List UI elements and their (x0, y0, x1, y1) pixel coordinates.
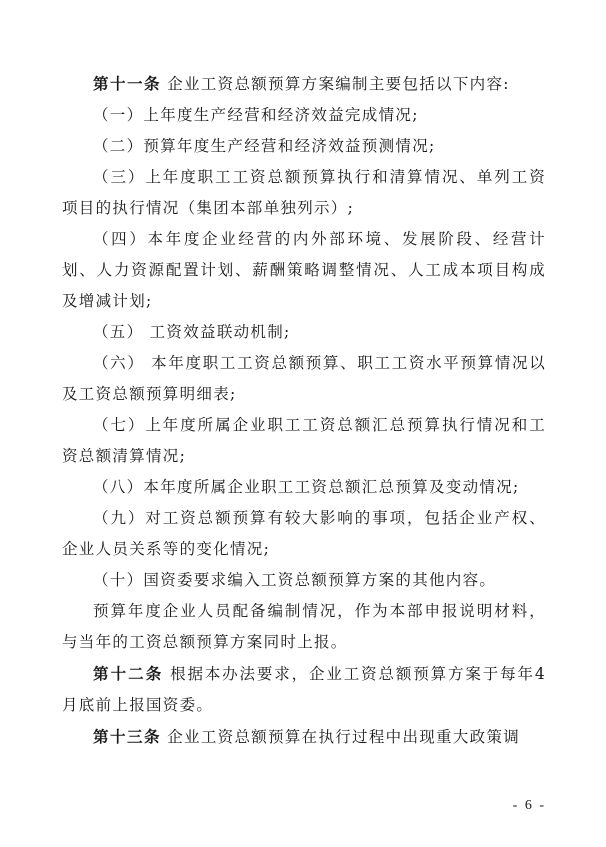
article-11-heading: 第十一条 (93, 74, 162, 93)
article-12-text: 根据本办法要求，企业工资总额预算方案于每年4月底前上报国资委。 (62, 665, 546, 714)
article-11-item-1: （一）上年度生产经营和经济效益完成情况; (93, 106, 419, 124)
article-11-item-7: （七）上年度所属企业职工工资总额汇总预算执行情况和工资总额清算情况; (62, 416, 546, 465)
article-11-item-4: （四）本年度企业经营的内外部环境、发展阶段、经营计划、人力资源配置计划、薪酬策略调整情况、人工成本项目构成及增减计划; (62, 230, 546, 310)
article-11-note: 预算年度企业人员配备编制情况，作为本部申报说明材料，与当年的工资总额预算方案同时上报。 (62, 602, 546, 651)
document-page (62, 68, 546, 753)
article-11-item-9: （九）对工资总额预算有较大影响的事项，包括企业产权、企业人员关系等的变化情况; (62, 509, 546, 558)
article-11-item-5: （五） 工资效益联动机制; (93, 323, 291, 341)
article-11-intro (62, 68, 546, 100)
article-12-heading: 第十二条 (93, 664, 164, 683)
article-13-text: 企业工资总额预算在执行过程中出现重大政策调 (167, 728, 521, 746)
article-11-item-6: （六） 本年度职工工资总额预算、职工工资水平预算情况以及工资总额预算明细表; (62, 354, 546, 403)
article-12 (62, 658, 546, 721)
article-11-item-10: （十）国资委要求编入工资总额预算方案的其他内容。 (93, 571, 497, 589)
article-11-intro-text: 企业工资总额预算方案编制主要包括以下内容: (167, 75, 510, 93)
article-11-item-8: （八）本年度所属企业职工工资总额汇总预算及变动情况; (93, 478, 520, 496)
article-13-heading: 第十三条 (93, 727, 162, 746)
page-number: - 6 - (512, 798, 546, 813)
article-13 (62, 721, 546, 753)
article-11-item-3: （三）上年度职工工资总额预算执行和清算情况、单列工资项目的执行情况（集团本部单独列示）; (62, 168, 546, 217)
article-11-item-2: （二）预算年度生产经营和经济效益预测情况; (93, 137, 436, 155)
